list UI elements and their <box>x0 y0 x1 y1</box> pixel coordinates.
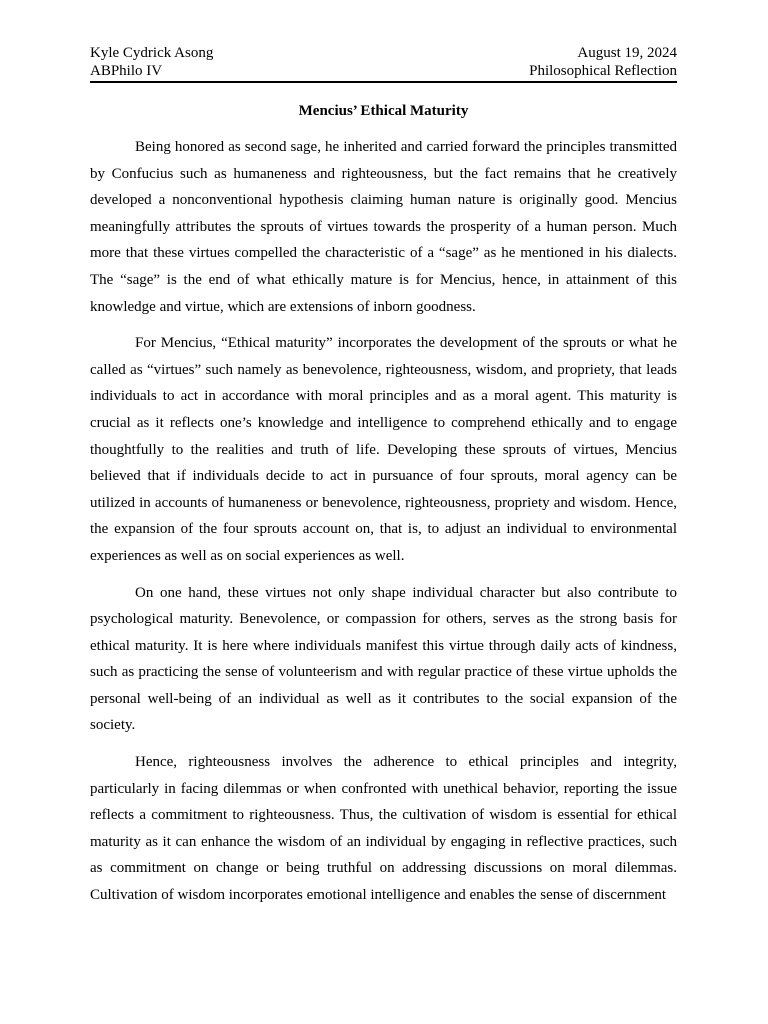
document-header <box>90 44 677 83</box>
header-row-2 <box>90 62 677 80</box>
document-type: Philosophical Reflection <box>529 63 677 79</box>
document-page <box>90 44 677 919</box>
course-name: ABPhilo IV <box>90 63 163 79</box>
paragraph-1: Being honored as second sage, he inherited and carried forward the principles transmitted by Confucius such as humaneness and righteousness, but the fact remains that he creatively developed a nonconventional hypothesis claiming human nature is originally good. Mencius meaningfully attributes the sprouts of virtues towards the prosperity of a human person. Much more that these virtues compelled the characteristic of a “sage” as he mentioned in his dialects. The “sage” is the end of what ethically mature is for Mencius, hence, in attainment of this knowledge and virtue, which are extensions of inborn goodness. <box>90 139 677 315</box>
author-name: Kyle Cydrick Asong <box>90 45 214 61</box>
document-date: August 19, 2024 <box>577 45 677 61</box>
paragraph-4: Hence, righteousness involves the adherence to ethical principles and integrity, particularly in facing dilemmas or when confronted with unethical behavior, reporting the issue reflects a commitment to righteousness. Thus, the cultivation of wisdom is essential for ethical maturity as it can enhance the wisdom of an individual by engaging in reflective practices, such as commitment on change or being truthful on addressing discussions on moral dilemmas. Cultivation of wisdom incorporates emotional intelligence and enables the sense of discernment <box>90 754 677 904</box>
header-row-1 <box>90 44 677 62</box>
paragraph-2: For Mencius, “Ethical maturity” incorporates the development of the sprouts or what he called as “virtues” such namely as benevolence, righteousness, wisdom, and propriety, that leads individuals to act in accordance with moral principles and as a moral agent. This maturity is crucial as it reflects one’s knowledge and intelligence to comprehend ethically and to engage thoughtfully to the realities and truth of life. Developing these sprouts of virtues, Mencius believed that if individuals decide to act in pursuance of four sprouts, moral agency can be utilized in accounts of humaneness or benevolence, righteousness, propriety and wisdom. Hence, the expansion of the four sprouts account on, that is, to adjust an individual to environmental experiences as well as on social experiences as well. <box>90 335 677 564</box>
paragraph-3: On one hand, these virtues not only shape individual character but also contribute to psychological maturity. Benevolence, or compassion for others, serves as the strong basis for ethical maturity. It is here where individuals manifest this virtue through daily acts of kindness, such as practicing the sense of volunteerism and with regular practice of these virtue upholds the personal well-being of an individual as well as it contributes to the social expansion of the society. <box>90 584 677 734</box>
document-title: Mencius’ Ethical Maturity <box>298 103 469 119</box>
